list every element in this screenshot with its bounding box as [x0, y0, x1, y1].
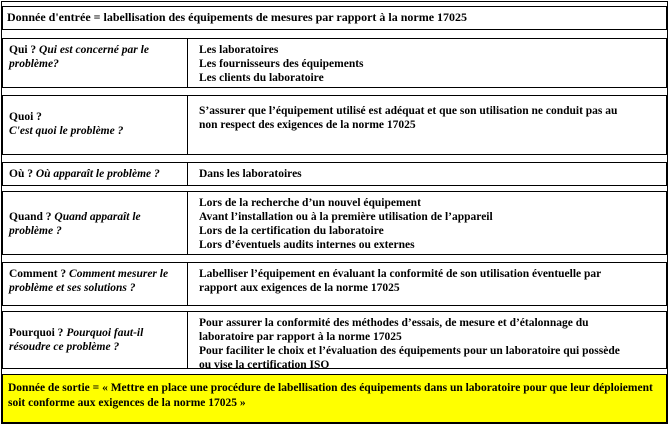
- answer-line: Labelliser l’équipement en évaluant la conformité de son utilisation éventuelle par: [199, 268, 602, 280]
- question-cell: [3, 163, 188, 185]
- question-label: Qui ?: [9, 44, 37, 56]
- answer-line: Pour faciliter le choix et l’évaluation des équipements pour un laboratoire qui possède: [199, 345, 620, 357]
- answer-line: Lors de la recherche d’un nouvel équipement: [199, 197, 421, 209]
- answer-line: rapport aux exigences de la norme 17025: [199, 282, 400, 294]
- answer-cell: [188, 163, 666, 185]
- answer-line: Les clients du laboratoire: [199, 72, 324, 84]
- answer-line: Lors de la certification du laboratoire: [199, 225, 384, 237]
- table-row-quand: [2, 191, 667, 255]
- answer-line: ou vise la certification ISO: [199, 359, 330, 371]
- answer-line: Lors d’éventuels audits internes ou externes: [199, 239, 415, 251]
- question-cell: [3, 39, 188, 87]
- answer-line: laboratoire par rapport à la norme 17025: [199, 331, 402, 343]
- table-row-comment: [2, 262, 667, 306]
- answer-line: S’assurer que l’équipement utilisé est adéquat et que son utilisation ne conduit pas au: [199, 105, 618, 117]
- question-label: Quand ?: [9, 211, 52, 223]
- question-detail: Quand apparaît le problème ?: [9, 211, 141, 237]
- question-cell: [3, 96, 188, 154]
- answer-cell: [188, 96, 666, 154]
- table-row-quoi: [2, 95, 667, 155]
- table-row-pourquoi: [2, 311, 667, 369]
- answer-cell: [188, 312, 666, 371]
- answer-cell: [188, 39, 666, 87]
- question-cell: [3, 312, 188, 368]
- question-label: Quoi ?: [9, 111, 42, 123]
- question-cell: [3, 192, 188, 254]
- answer-line: Les laboratoires: [199, 44, 279, 56]
- answer-line: Avant l’installation ou à la première utilisation de l’appareil: [199, 211, 493, 223]
- table-row-qui: [2, 38, 667, 88]
- table-row-ou: [2, 162, 667, 186]
- question-detail: Pourquoi faut-il résoudre ce problème ?: [9, 327, 144, 353]
- question-label: Comment ?: [9, 268, 67, 280]
- output-data-footer: Donnée de sortie = « Mettre en place une procédure de labellisation des équipements dans un laboratoire pour que leur déploiement soit conforme aux exigences de la norme 17025 »: [2, 374, 667, 423]
- question-cell: [3, 263, 188, 305]
- answer-cell: [188, 263, 666, 305]
- answer-cell: [188, 192, 666, 254]
- question-detail: C'est quoi le problème ?: [9, 125, 124, 137]
- input-data-header: Donnée d'entrée = labellisation des équipements de mesures par rapport à la norme 17025: [2, 6, 667, 30]
- question-detail: Comment mesurer le problème et ses solutions ?: [9, 268, 169, 294]
- answer-line: non respect des exigences de la norme 17025: [199, 119, 416, 131]
- question-label: Pourquoi ?: [9, 327, 64, 339]
- answer-line: Pour assurer la conformité des méthodes d’essais, de mesure et d’étalonnage du: [199, 317, 589, 329]
- answer-line: Dans les laboratoires: [199, 168, 302, 180]
- question-detail: Où apparaît le problème ?: [35, 168, 160, 180]
- table-frame: [1, 1, 668, 424]
- question-detail: Qui est concerné par le problème?: [9, 44, 149, 70]
- answer-line: Les fournisseurs des équipements: [199, 58, 364, 70]
- question-label: Où ?: [9, 168, 33, 180]
